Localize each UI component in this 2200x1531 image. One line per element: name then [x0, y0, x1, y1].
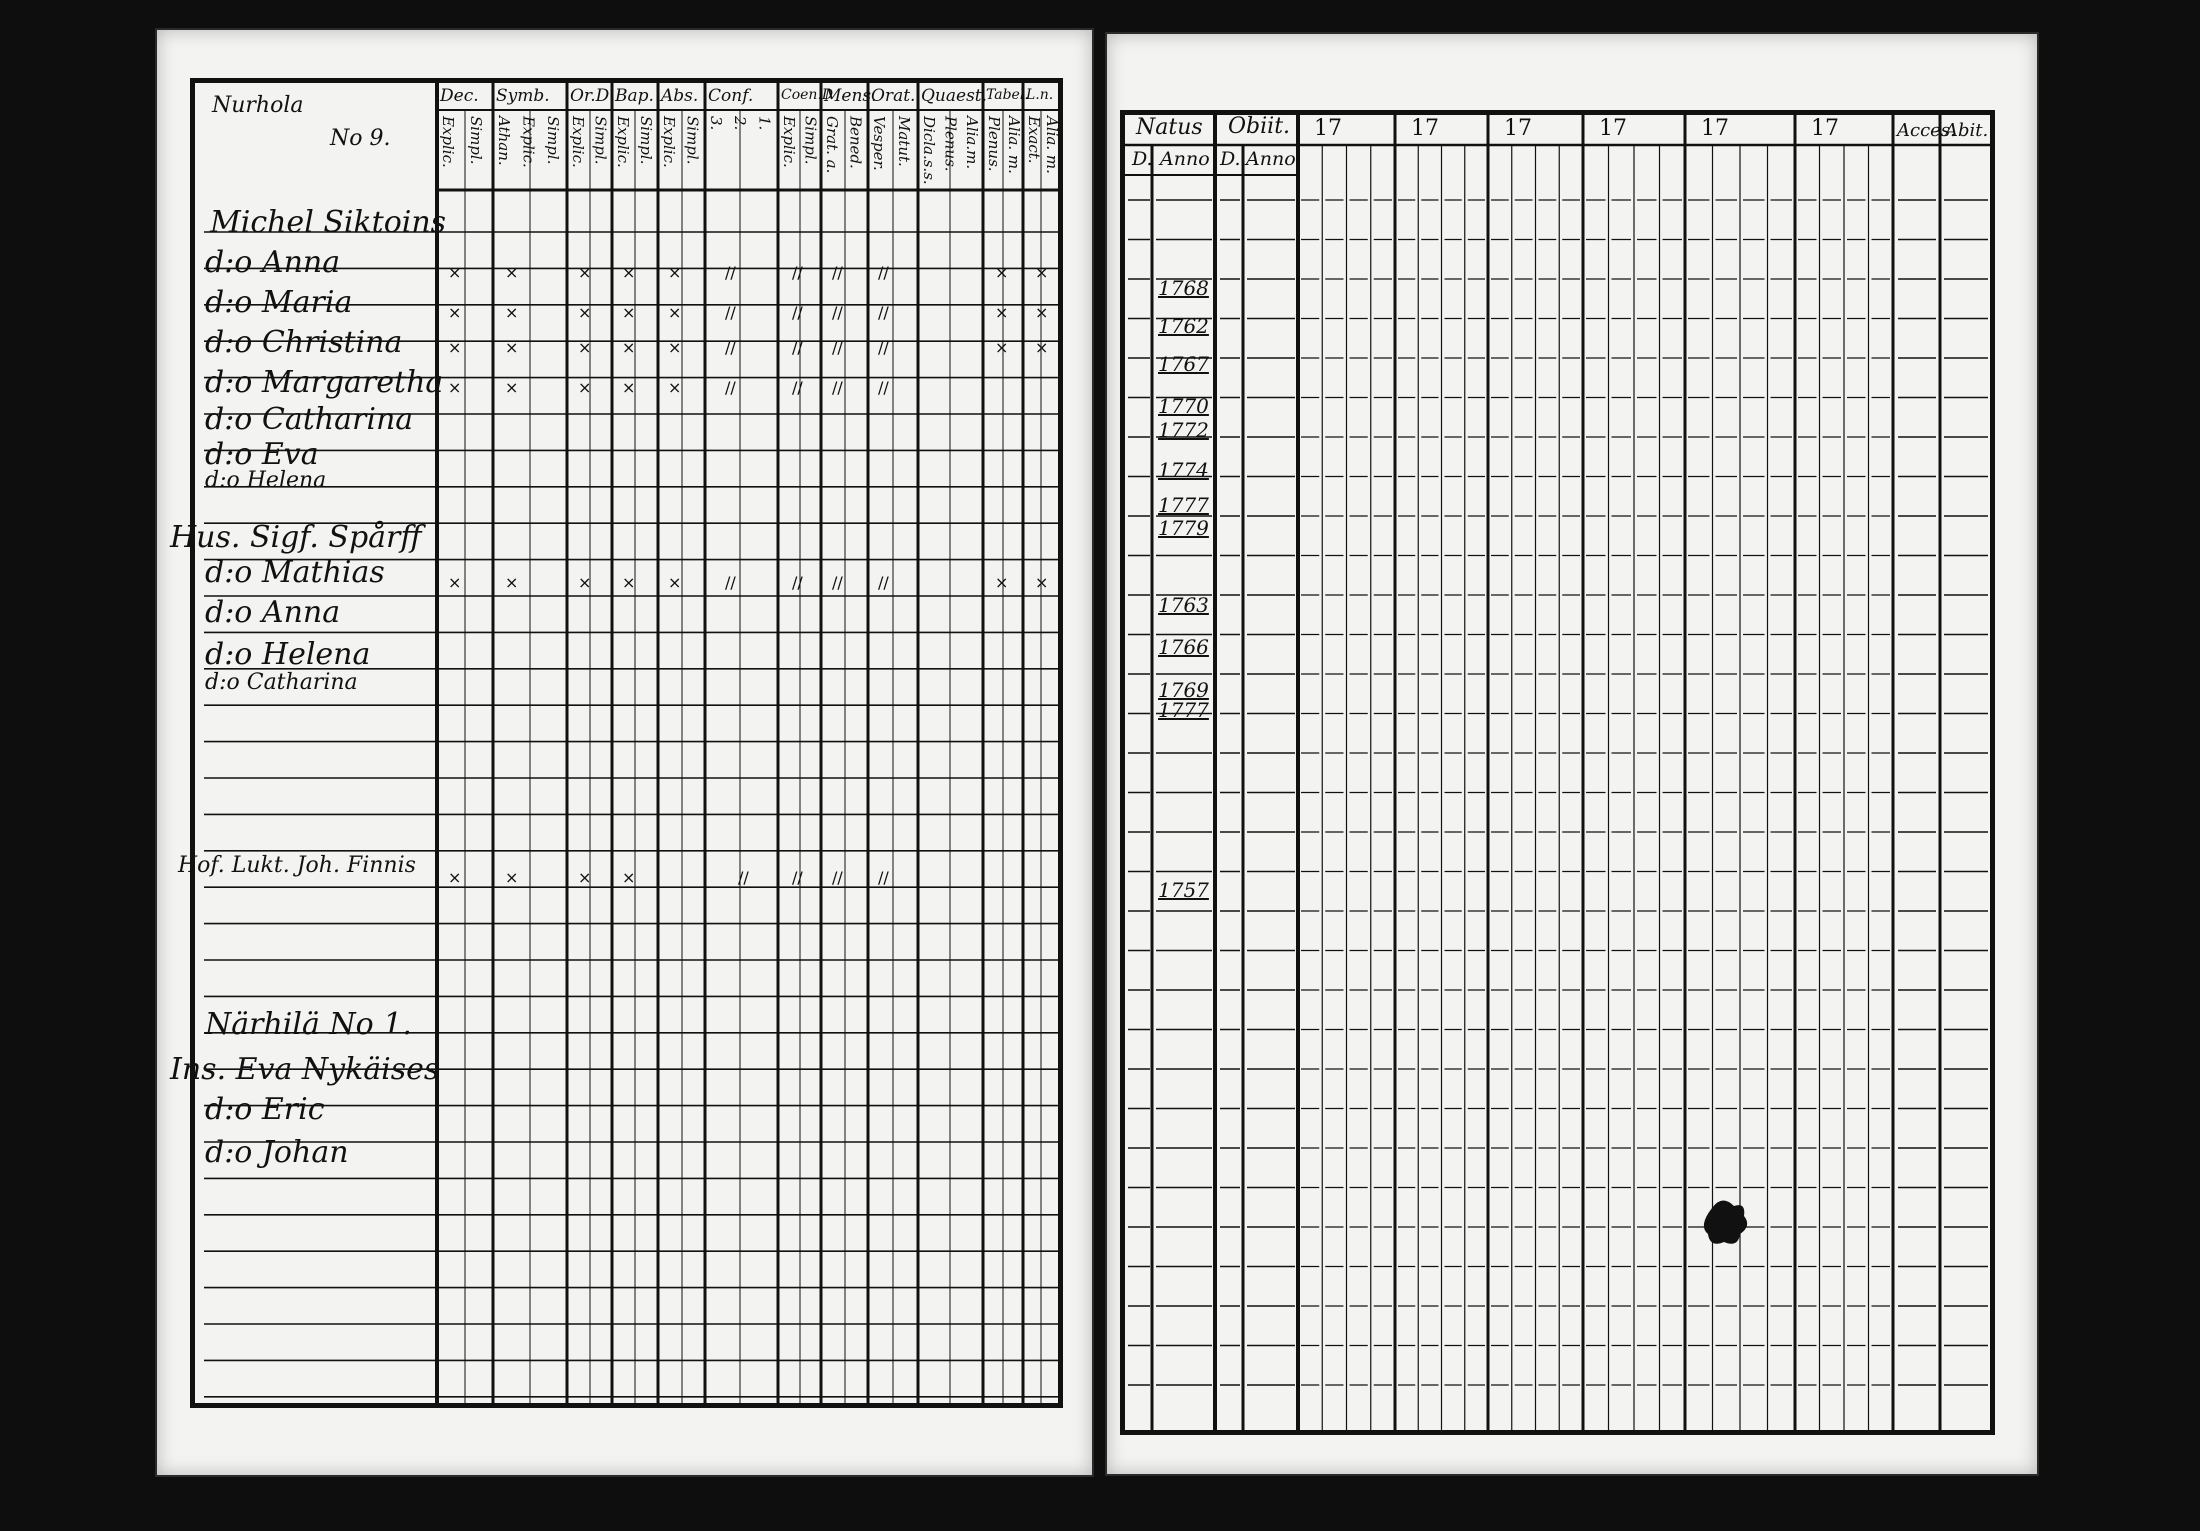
tick-mark: × — [505, 263, 519, 282]
tick-mark: × — [1035, 573, 1049, 592]
left-column-subheader: Explic. — [568, 116, 587, 168]
tick-mark: // — [878, 378, 889, 397]
obiit-anno-header: Anno — [1246, 148, 1296, 170]
tick-mark: × — [448, 303, 462, 322]
left-column-header: Coen.D — [781, 87, 834, 103]
parishioner-name: d:o Maria — [205, 285, 353, 320]
left-column-subheader: Alia.m. — [963, 116, 982, 170]
left-column-header: Mens. — [824, 86, 877, 106]
tick-mark: × — [448, 573, 462, 592]
left-column-subheader: Simpl. — [683, 116, 702, 165]
birth-year: 1779 — [1158, 516, 1209, 540]
tick-mark: // — [725, 573, 736, 592]
left-column-header: Symb. — [496, 86, 550, 106]
tick-mark: × — [1035, 303, 1049, 322]
parishioner-name: d:o Anna — [205, 595, 341, 630]
tick-mark: × — [622, 303, 636, 322]
tick-mark: × — [505, 573, 519, 592]
tick-mark: × — [1035, 338, 1049, 357]
left-column-subheader: Simpl. — [466, 116, 485, 165]
house-number: No 9. — [330, 126, 391, 151]
left-column-subheader: Alia. m. — [1042, 116, 1061, 174]
tick-mark: // — [725, 338, 736, 357]
birth-year: 1767 — [1158, 352, 1209, 376]
left-column-header: Quaest. — [921, 86, 988, 106]
left-column-subheader: Explic. — [659, 116, 678, 168]
left-column-header: Tabel. — [986, 87, 1029, 103]
tick-mark: × — [578, 303, 592, 322]
tick-mark: × — [448, 263, 462, 282]
tick-mark: × — [622, 868, 636, 887]
birth-year: 1770 — [1158, 394, 1209, 418]
tick-mark: × — [995, 263, 1009, 282]
left-column-header: Bap. — [615, 86, 654, 106]
tick-mark: × — [1035, 263, 1049, 282]
tick-mark: × — [668, 573, 682, 592]
tick-mark: × — [578, 868, 592, 887]
left-column-subheader: Bened. — [846, 116, 865, 169]
parishioner-name: d:o Catharina — [205, 670, 358, 695]
tick-mark: // — [832, 263, 843, 282]
left-column-subheader: 3. — [706, 116, 725, 131]
tick-mark: × — [505, 303, 519, 322]
tick-mark: × — [995, 573, 1009, 592]
left-column-subheader: Simpl. — [801, 116, 820, 165]
parishioner-name: d:o Eric — [205, 1092, 325, 1127]
village-name: Nurhola — [212, 93, 304, 118]
tick-mark: × — [622, 573, 636, 592]
parishioner-name: d:o Eva — [205, 437, 319, 472]
left-column-subheader: Explic. — [438, 116, 457, 168]
tick-mark: // — [832, 378, 843, 397]
tick-mark: // — [725, 378, 736, 397]
parishioner-name: Närhilä No 1. — [205, 1007, 412, 1042]
birth-year: 1757 — [1158, 878, 1209, 902]
year-column-header: 17 — [1599, 116, 1627, 141]
left-column-subheader: Explic. — [779, 116, 798, 168]
tick-mark: × — [622, 338, 636, 357]
tick-mark: × — [668, 338, 682, 357]
left-column-header: Or.D — [570, 86, 610, 106]
birth-year: 1766 — [1158, 635, 1209, 659]
tick-mark: × — [622, 378, 636, 397]
left-column-subheader: Simpl. — [544, 116, 563, 165]
parishioner-name: d:o Helena — [205, 468, 327, 493]
left-column-header: Conf. — [708, 86, 754, 106]
birth-year: 1772 — [1158, 418, 1209, 442]
tick-mark: // — [738, 868, 749, 887]
left-column-subheader: Simpl. — [636, 116, 655, 165]
tick-mark: // — [878, 338, 889, 357]
parishioner-name: d:o Mathias — [205, 555, 385, 590]
obiit-d-header: D. — [1220, 148, 1241, 170]
left-column-subheader: Explic. — [519, 116, 538, 168]
tick-mark: × — [668, 378, 682, 397]
birth-year: 1768 — [1158, 276, 1209, 300]
natus-header: Natus — [1136, 115, 1203, 140]
tick-mark: × — [578, 378, 592, 397]
tick-mark: × — [995, 303, 1009, 322]
natus-anno-header: Anno — [1160, 148, 1210, 170]
left-column-subheader: Exact. — [1024, 116, 1043, 164]
birth-year: 1769 — [1158, 678, 1209, 702]
tick-mark: × — [505, 868, 519, 887]
abiit-header: Abit. — [1945, 120, 1989, 141]
tick-mark: // — [832, 338, 843, 357]
birth-year: 1777 — [1158, 698, 1209, 722]
parishioner-name: d:o Anna — [205, 245, 341, 280]
tick-mark: × — [578, 573, 592, 592]
left-column-subheader: Simpl. — [591, 116, 610, 165]
left-column-subheader: 2. — [731, 116, 750, 131]
tick-mark: × — [668, 303, 682, 322]
tick-mark: // — [878, 868, 889, 887]
tick-mark: × — [505, 378, 519, 397]
parishioner-name: d:o Christina — [205, 325, 403, 360]
left-column-header: Orat. — [871, 86, 916, 106]
tick-mark: // — [832, 303, 843, 322]
tick-mark: × — [448, 378, 462, 397]
year-column-header: 17 — [1314, 116, 1342, 141]
parishioner-name: d:o Margaretha — [205, 365, 444, 400]
tick-mark: // — [792, 378, 803, 397]
tick-mark: // — [792, 573, 803, 592]
year-column-header: 17 — [1411, 116, 1439, 141]
year-column-header: 17 — [1504, 116, 1532, 141]
tick-mark: × — [622, 263, 636, 282]
left-column-subheader: Athan. — [494, 116, 513, 166]
tick-mark: × — [995, 338, 1009, 357]
accessit-header: Acces. — [1897, 120, 1956, 141]
parishioner-name: Michel Siktoins — [210, 205, 447, 240]
tick-mark: // — [832, 573, 843, 592]
birth-year: 1763 — [1158, 593, 1209, 617]
tick-mark: × — [448, 338, 462, 357]
tick-mark: // — [878, 263, 889, 282]
left-column-subheader: Plenus. — [984, 116, 1003, 172]
parishioner-name: Hus. Sigf. Spårff — [170, 520, 422, 555]
left-column-header: L.n. — [1026, 87, 1054, 103]
tick-mark: // — [832, 868, 843, 887]
parishioner-name: d:o Johan — [205, 1135, 349, 1170]
tick-mark: × — [448, 868, 462, 887]
parishioner-name: d:o Catharina — [205, 402, 414, 437]
year-column-header: 17 — [1811, 116, 1839, 141]
left-column-subheader: Matut. — [894, 116, 913, 167]
tick-mark: // — [878, 303, 889, 322]
left-column-subheader: Alia. m. — [1004, 116, 1023, 174]
parishioner-name: d:o Helena — [205, 637, 371, 672]
natus-d-header: D. — [1132, 148, 1153, 170]
left-column-header: Dec. — [440, 86, 479, 106]
tick-mark: × — [505, 338, 519, 357]
left-column-header: Abs. — [661, 86, 699, 106]
tick-mark: // — [725, 303, 736, 322]
obiit-header: Obiit. — [1228, 114, 1291, 139]
tick-mark: × — [578, 338, 592, 357]
left-column-subheader: 1. — [755, 116, 774, 131]
tick-mark: × — [578, 263, 592, 282]
birth-year: 1762 — [1158, 314, 1209, 338]
tick-mark: // — [792, 338, 803, 357]
tick-mark: // — [878, 573, 889, 592]
left-column-subheader: Dicla.s.s. — [919, 116, 938, 185]
left-column-subheader: Grat. a. — [822, 116, 841, 174]
tick-mark: // — [725, 263, 736, 282]
birth-year: 1777 — [1158, 493, 1209, 517]
tick-mark: × — [668, 263, 682, 282]
birth-year: 1774 — [1158, 458, 1209, 482]
left-column-subheader: Vesper. — [869, 116, 888, 171]
tick-mark: // — [792, 263, 803, 282]
left-column-subheader: Explic. — [613, 116, 632, 168]
year-column-header: 17 — [1701, 116, 1729, 141]
tick-mark: // — [792, 303, 803, 322]
left-column-subheader: Plenus. — [941, 116, 960, 172]
parishioner-name: Hof. Lukt. Joh. Finnis — [178, 853, 416, 878]
parishioner-name: Ins. Eva Nykäises — [170, 1052, 440, 1087]
tick-mark: // — [792, 868, 803, 887]
